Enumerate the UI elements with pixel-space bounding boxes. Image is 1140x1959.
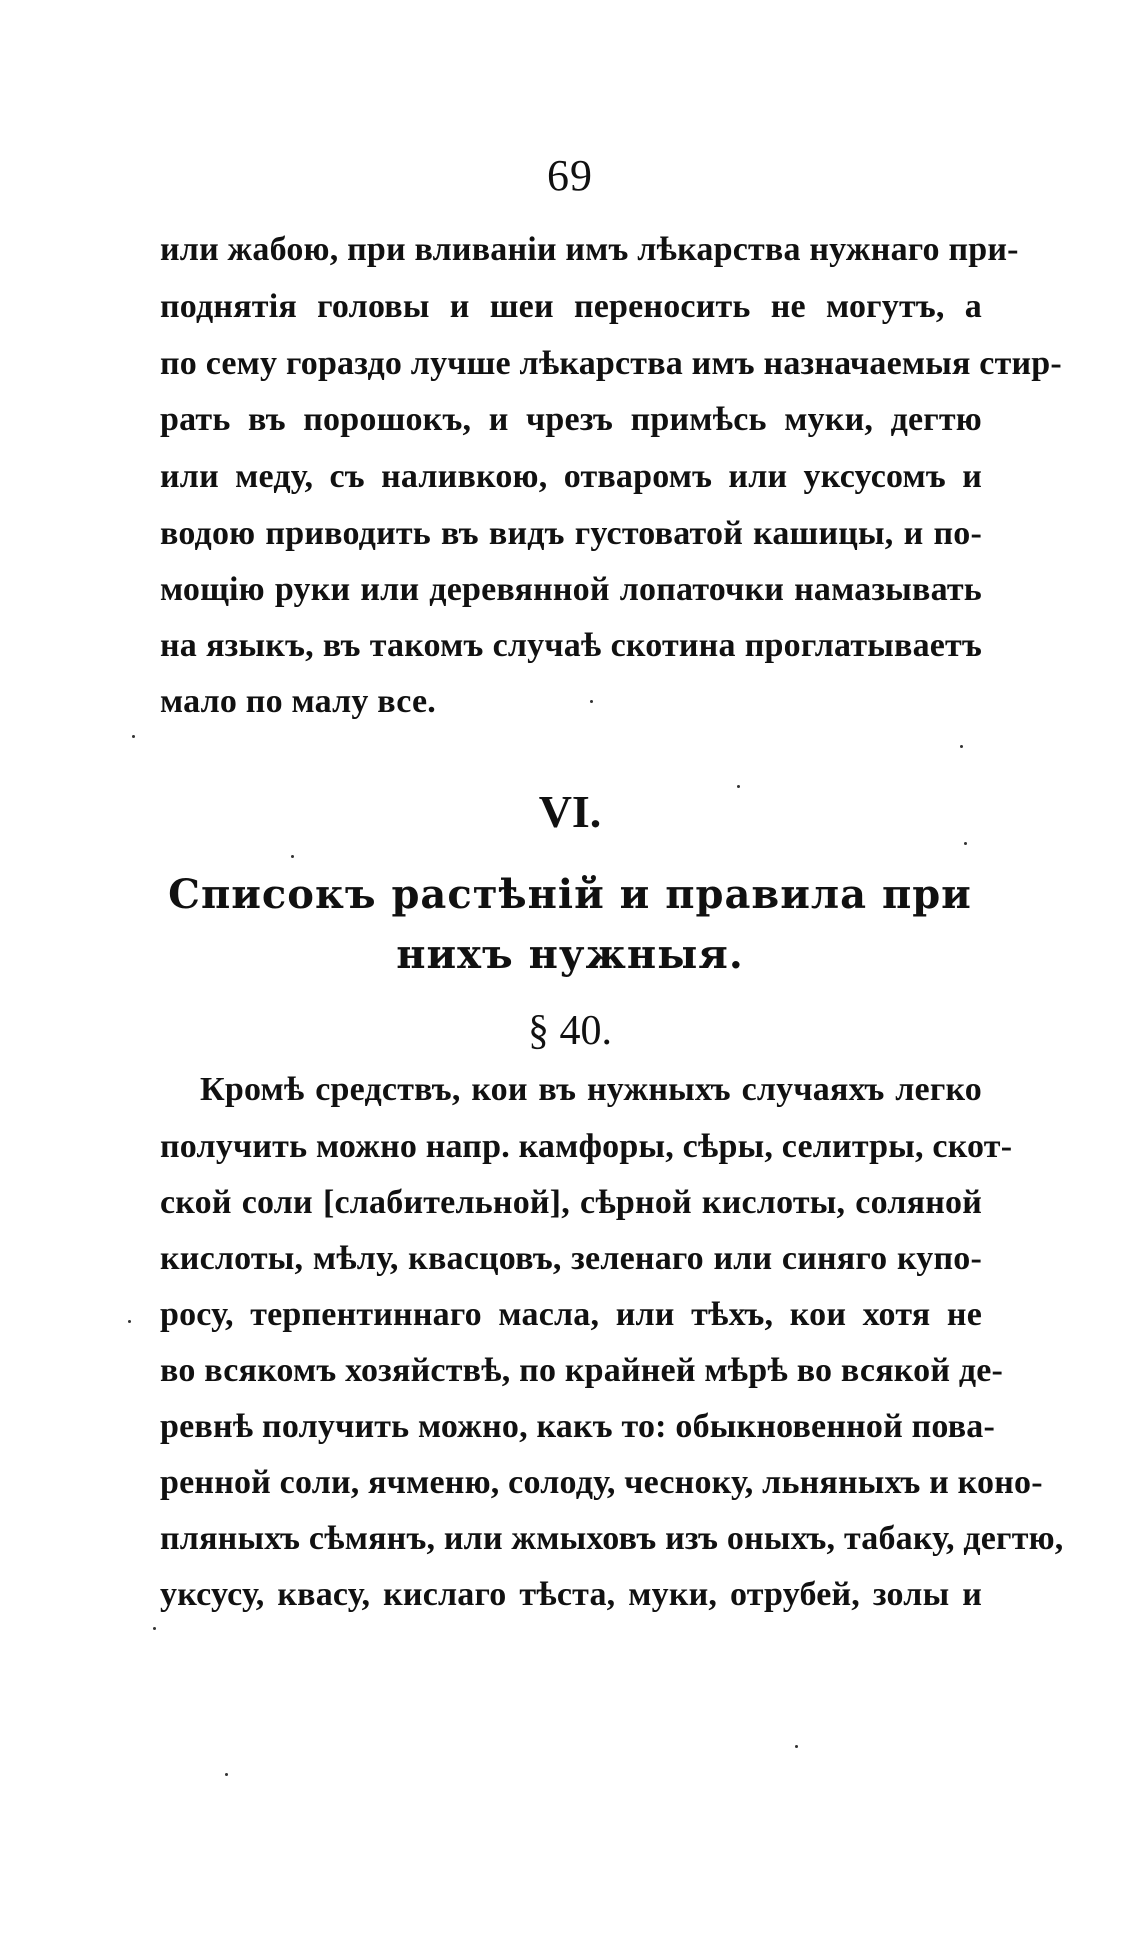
- scan-speck: [795, 1745, 798, 1748]
- text-line: кислоты, мѣлу, квасцовъ, зеленаго или синяго купо-: [160, 1240, 982, 1277]
- scan-speck: [132, 735, 135, 738]
- scan-speck: [590, 700, 593, 703]
- text-line: во всякомъ хозяйствѣ, по крайней мѣрѣ во всякой де-: [160, 1352, 1004, 1389]
- text-line: по сему гораздо лучше лѣкарства имъ назначаемыя стир-: [160, 345, 1062, 382]
- text-line: или меду, съ наливкою, отваромъ или уксусомъ и: [160, 458, 982, 495]
- text-line: ской соли [слабительной], сѣрной кислоты, соляной: [160, 1184, 982, 1221]
- scan-speck: [291, 855, 294, 858]
- paragraph-number: § 40.: [528, 1008, 612, 1054]
- text-line: пляныхъ сѣмянъ, или жмыховъ изъ оныхъ, табаку, дегтю,: [160, 1520, 1064, 1557]
- text-line: Кромѣ средствъ, кои въ нужныхъ случаяхъ легко: [200, 1071, 982, 1108]
- text-line: росу, терпентиннаго масла, или тѣхъ, кои хотя не: [160, 1296, 982, 1333]
- section-number: VI.: [538, 786, 602, 837]
- text-line: рать въ порошокъ, и чрезъ примѣсь муки, дегтю: [160, 401, 982, 438]
- section-heading: нихъ нужныя.: [396, 931, 744, 978]
- text-line: ренной соли, ячменю, солоду, чесноку, льняныхъ и коно-: [160, 1464, 1043, 1501]
- text-line: поднятія головы и шеи переносить не могутъ, а: [160, 288, 982, 325]
- text-line: мало по малу все.: [160, 683, 436, 720]
- text-line: уксусу, квасу, кислаго тѣста, муки, отрубей, золы и: [160, 1576, 982, 1613]
- scan-speck: [960, 745, 963, 748]
- scan-speck: [128, 1320, 131, 1323]
- scan-speck: [153, 1627, 156, 1630]
- scan-speck: [964, 842, 967, 845]
- page-number: 69: [547, 151, 593, 200]
- text-line: водою приводить въ видъ густоватой кашицы, и по-: [160, 515, 982, 552]
- section-heading: Списокъ растѣній и правила при: [168, 871, 972, 918]
- text-line: на языкъ, въ такомъ случаѣ скотина проглатываетъ: [160, 627, 982, 664]
- text-line: ревнѣ получить можно, какъ то: обыкновенной пова-: [160, 1408, 996, 1445]
- text-line: мощію руки или деревянной лопаточки намазывать: [160, 571, 982, 608]
- text-line: или жабою, при вливаніи имъ лѣкарства нужнаго при-: [160, 231, 1019, 268]
- scan-speck: [737, 785, 740, 788]
- text-line: получить можно напр. камфоры, сѣры, селитры, скот-: [160, 1128, 1013, 1165]
- scan-speck: [225, 1773, 228, 1776]
